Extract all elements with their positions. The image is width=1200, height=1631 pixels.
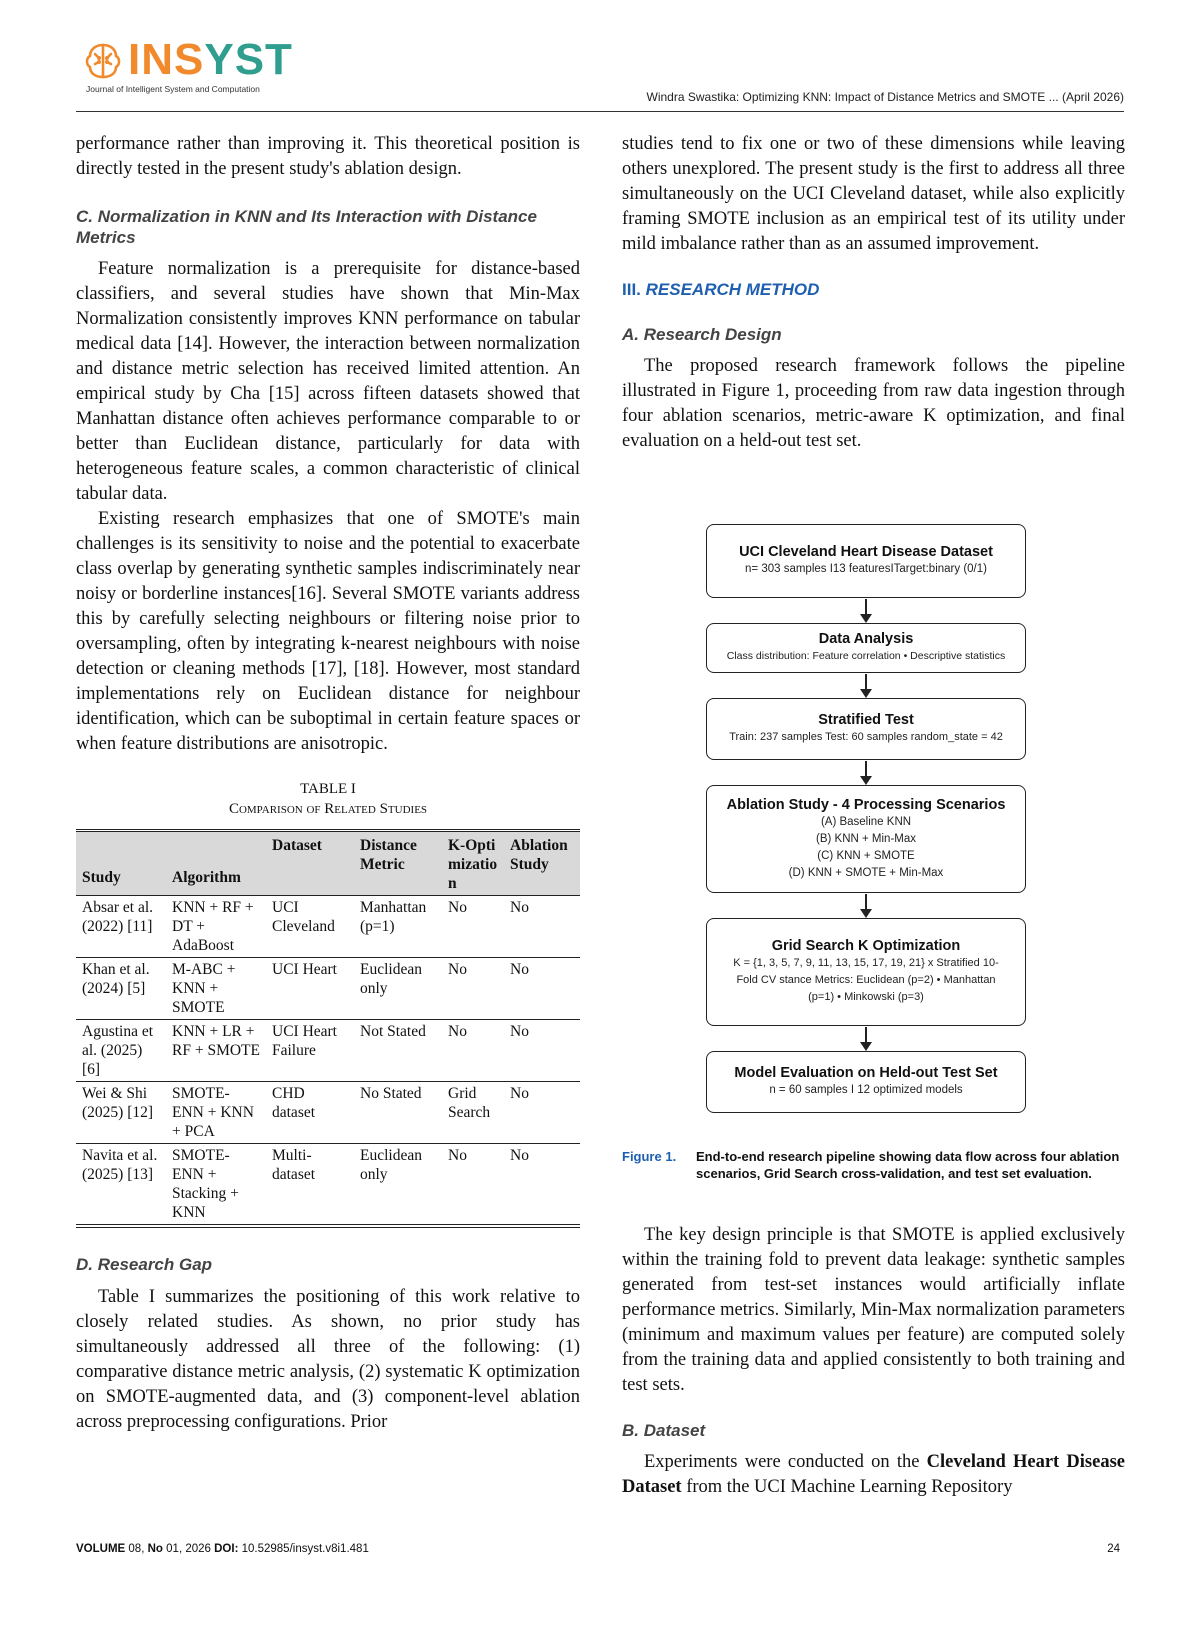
table-label: TABLE I [300, 781, 356, 797]
table-row [76, 896, 580, 958]
table-header-cell: Ablation Study [504, 831, 580, 896]
paragraph-smote-challenges: Existing research emphasizes that one of SMOTE's main challenges is its sensitivity to noise and the potential to exacerbate class overlap by generating synthetic samples indiscriminately near noisy or borderline instances[16]. Several SMOTE variants address this by carefully selecting neighbours or filtering noise prior to oversampling, often by integrating k-nearest neighbours with noise detection or cleaning methods [17], [18]. However, most standard implementations rely on Euclidean distance for neighbour identification, which can be suboptimal in certain feature spaces or when feature distributions are anisotropic. [76, 509, 580, 754]
footer-volume: VOLUME 08, No 01, 2026 DOI: 10.52985/insyst.v8i1.481 [76, 1543, 369, 1555]
paragraph-research-gap: Table I summarizes the positioning of this work relative to closely related studies. As shown, no prior study has simultaneously addressed all three of the following: (1) comparative distance metric analysis, (2) systematic K optimization on SMOTE-augmented data, and (3) component-level ablation across preprocessing configurations. Prior [76, 1287, 580, 1432]
flow-box-data-analysis: Data Analysis Class distribution: Feature correlation • Descriptive statistics [706, 623, 1026, 673]
table-cell: Manhattan (p=1) [360, 899, 427, 935]
journal-logo [82, 35, 293, 96]
table-cell: SMOTE-ENN + Stacking + KNN [172, 1147, 239, 1221]
table-cell: No [510, 1147, 529, 1164]
table-header-cell: Study [76, 831, 166, 896]
flow-box-evaluation: Model Evaluation on Held-out Test Set n = 60 samples I 12 optimized models [706, 1051, 1026, 1113]
logo-wordmark: INSYST [128, 35, 293, 84]
flow-box-grid-search: Grid Search K Optimization K = {1, 3, 5, 7, 9, 11, 13, 15, 17, 19, 21} x Stratified 10- Fold CV stance Metrics: Euclidean (p=2) • Manhattan (p=1) • Minkowski (p=3) [706, 918, 1026, 1026]
flow-arrow [865, 599, 867, 621]
table-cell: UCI Heart [272, 961, 337, 978]
table-title: Comparison of Related Studies [228, 801, 428, 817]
table-cell: No [448, 961, 467, 978]
table-header-cell: Dataset [266, 831, 354, 896]
table-cell: M-ABC + KNN + SMOTE [172, 961, 236, 1016]
table-header-row [76, 831, 580, 896]
table-cell: Euclidean only [360, 961, 422, 997]
table-cell: No [510, 1085, 529, 1102]
table-cell: Euclidean only [360, 1147, 422, 1183]
table-header-cell: Distance Metric [354, 831, 442, 896]
table-row [76, 1020, 580, 1082]
table-cell: Multi-dataset [272, 1147, 316, 1183]
table-header-cell: Algorithm [166, 831, 266, 896]
table-cell: Wei & Shi (2025) [12] [82, 1085, 154, 1121]
table-cell: No [448, 1023, 467, 1040]
table-cell: Navita et al. (2025) [13] [82, 1147, 158, 1183]
right-column-lower [622, 1223, 1125, 1500]
table-cell: UCI Cleveland [272, 899, 335, 935]
header-rule [76, 111, 1124, 112]
table-cell: No [510, 1023, 529, 1040]
logo-subtitle: Journal of Intelligent System and Computation [86, 84, 260, 94]
flow-box-ablation: Ablation Study - 4 Processing Scenarios (A) Baseline KNN (B) KNN + Min-Max (C) KNN + SMOTE (D) KNN + SMOTE + Min-Max [706, 785, 1026, 893]
section-heading-a: A. Research Design [622, 325, 782, 344]
paragraph-design-principle: The key design principle is that SMOTE is applied exclusively within the training fold to prevent data leakage: synthetic samples generated from test-set instances would artificially inflate performance metrics. Similarly, Min-Max normalization parameters (minimum and maximum values per feature) are computed solely from the training data and applied consistently to both training and test sets. [622, 1225, 1125, 1395]
paragraph-normalization: Feature normalization is a prerequisite for distance-based classifiers, and several studies have shown that Min-Max Normalization consistently improves KNN performance on tabular medical data [14]. However, the interaction between normalization and distance metric selection has received limited attention. An empirical study by Cha [15] across fifteen datasets showed that Manhattan distance often achieves performance comparable to or better than Euclidean distance, particularly for data with heterogeneous feature scales, a common characteristic of clinical tabular data. [76, 259, 580, 504]
table-cell: No Stated [360, 1085, 422, 1102]
table-cell: KNN + RF + DT + AdaBoost [172, 899, 254, 954]
section-heading-b: B. Dataset [622, 1421, 706, 1440]
table-cell: KNN + LR + RF + SMOTE [172, 1023, 260, 1059]
figure-label: Figure 1. [622, 1149, 677, 1164]
left-column [76, 132, 580, 1435]
flow-arrow [865, 894, 867, 916]
paragraph-dataset: Experiments were conducted on the Cleveland Heart Disease Dataset from the UCI Machine Learning Repository [622, 1452, 1125, 1497]
table-header-cell: K-Optimization [442, 831, 504, 896]
table-cell: No [448, 1147, 467, 1164]
paragraph-continuation: performance rather than improving it. This theoretical position is directly tested in the present study's ablation design. [76, 134, 580, 179]
flow-arrow [865, 761, 867, 783]
paragraph-research-design: The proposed research framework follows the pipeline illustrated in Figure 1, proceeding from raw data ingestion through four ablation scenarios, metric-aware K optimization, and final evaluation on a held-out test set. [622, 356, 1125, 451]
section-heading-iii: III. RESEARCH METHOD [622, 280, 820, 299]
table-cell: Absar et al. (2022) [11] [82, 899, 154, 935]
table-cell: Agustina et al. (2025) [6] [82, 1023, 154, 1078]
table-cell: No [510, 899, 529, 916]
table-cell: No [448, 899, 467, 916]
page-number: 24 [1107, 1543, 1120, 1555]
table-cell: SMOTE-ENN + KNN + PCA [172, 1085, 254, 1140]
figure-caption-text: End-to-end research pipeline showing data flow across four ablation scenarios, Grid Search cross-validation, and test set evaluation. [696, 1149, 1120, 1181]
table-cell: Not Stated [360, 1023, 426, 1040]
related-studies-table [76, 829, 580, 1228]
brain-icon [82, 40, 124, 82]
running-head: Windra Swastika: Optimizing KNN: Impact of Distance Metrics and SMOTE ... (April 2026) [646, 90, 1124, 104]
right-column [622, 132, 1125, 454]
paragraph-continuation-right: studies tend to fix one or two of these dimensions while leaving others unexplored. The present study is the first to address all three simultaneously on the UCI Cleveland dataset, while also explicitly framing SMOTE inclusion as an empirical test of its utility under mild imbalance rather than as an assumed improvement. [622, 134, 1125, 254]
table-cell: Grid Search [448, 1085, 491, 1121]
flow-arrow [865, 674, 867, 696]
table-row [76, 958, 580, 1020]
table-cell: UCI Heart Failure [272, 1023, 337, 1059]
table-row [76, 1082, 580, 1144]
section-heading-d: D. Research Gap [76, 1255, 213, 1274]
flow-box-dataset: UCI Cleveland Heart Disease Dataset n= 303 samples I13 featuresITarget:binary (0/1) [706, 524, 1026, 598]
table-cell: Khan et al. (2024) [5] [82, 961, 150, 997]
flow-box-stratified-split: Stratified Test Train: 237 samples Test: 60 samples random_state = 42 [706, 698, 1026, 760]
pipeline-flowchart [706, 524, 1026, 1124]
table-row [76, 1144, 580, 1227]
table-cell: No [510, 961, 529, 978]
flow-arrow [865, 1027, 867, 1049]
section-heading-c: C. Normalization in KNN and Its Interaction with Distance Metrics [76, 207, 537, 247]
table-cell: CHD dataset [272, 1085, 316, 1121]
